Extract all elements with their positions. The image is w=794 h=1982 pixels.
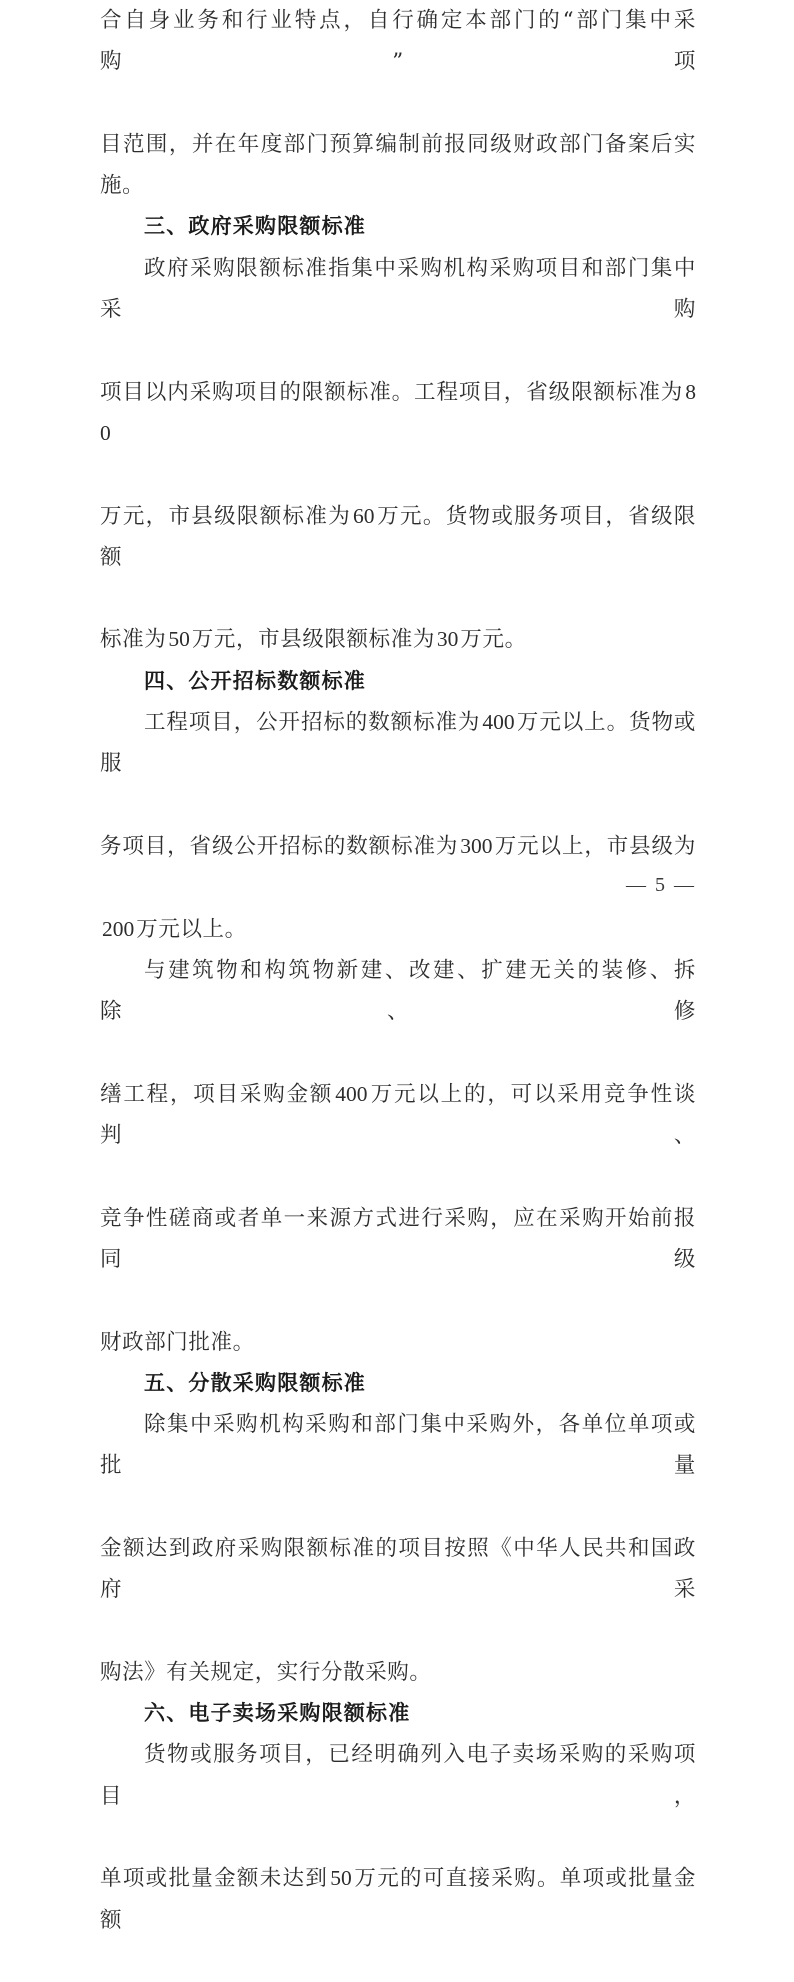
paragraph-line: 财政部门批准。 — [100, 1329, 255, 1355]
paragraph-line: 目范围，并在年度部门预算编制前报同级财政部门备案后实施。 — [100, 131, 696, 199]
amount-value: 300 — [460, 833, 493, 858]
text-run: 万元以上的，可以采用竞争性谈判、 — [100, 1081, 696, 1149]
text-run: 工程项目，公开招标的数额标准为 — [144, 710, 481, 736]
paragraph-line — [100, 1074, 696, 1198]
amount-value: 400 — [482, 710, 515, 735]
paragraph-line: 竞争性磋商或者单一来源方式进行采购，应在采购开始前报同级 — [100, 1205, 696, 1272]
paragraph-line: 与建筑物和构筑物新建、改建、扩建无关的装修、拆除、修 — [100, 957, 696, 1025]
paragraph-line: 合自身业务和行业特点，自行确定本部门的“部门集中采购”项 — [100, 8, 696, 75]
paragraph-section-5 — [100, 1404, 696, 1693]
paragraph-line — [100, 909, 696, 950]
text-run: 万元以上。 — [136, 916, 247, 942]
section-heading-4: 四、公开招标数额标准 — [144, 668, 366, 693]
text-run: 务项目，省级公开招标的数额标准为 — [100, 833, 459, 859]
paragraph-line: 金额达到政府采购限额标准的项目按照《中华人民共和国政府采 — [100, 1535, 696, 1603]
paragraph-continued — [100, 0, 696, 206]
text-run: 万元。货物或服务项目，省级限额 — [100, 503, 696, 570]
amount-value: 30 — [436, 627, 459, 652]
paragraph-section-6 — [100, 1734, 696, 1982]
text-run: 万元，市县级限额标准为 — [100, 503, 352, 529]
text-run: 万元以上，市县级为 — [494, 833, 696, 859]
text-run: 标准为 — [100, 627, 167, 653]
section-heading-5: 五、分散采购限额标准 — [144, 1370, 366, 1395]
amount-value: 80 — [100, 379, 696, 445]
paragraph-line: 货物或服务项目，已经明确列入电子卖场采购的采购项目， — [100, 1742, 696, 1809]
amount-value: 50 — [330, 1866, 352, 1891]
text-run: 项目以内采购项目的限额标准。工程项目，省级限额标准为 — [100, 379, 684, 405]
paragraph-line: 政府采购限额标准指集中采购机构采购项目和部门集中采购 — [100, 255, 696, 323]
text-run: 万元以上。货物或服 — [100, 710, 696, 777]
text-run: 万元的可直接采购。单项或批量金额 — [100, 1866, 696, 1933]
paragraph-line — [100, 496, 696, 620]
paragraph-section-4-2 — [100, 950, 696, 1363]
paragraph-section-3 — [100, 248, 696, 661]
amount-value: 200 — [102, 916, 135, 941]
paragraph-section-4-1 — [100, 702, 696, 950]
amount-value: 60 — [353, 503, 375, 528]
paragraph-line — [100, 702, 696, 826]
amount-value: 50 — [168, 627, 190, 652]
text-run: 缮工程，项目采购金额 — [100, 1081, 334, 1107]
section-heading-3: 三、政府采购限额标准 — [144, 214, 366, 239]
paragraph-line — [100, 619, 696, 660]
paragraph-line: 除集中采购机构采购和部门集中采购外，各单位单项或批量 — [100, 1412, 696, 1479]
text-run: 万元，市县级限额标准为 — [191, 627, 435, 653]
text-run: 万元。 — [460, 627, 527, 653]
text-run: 单项或批量金额未达到 — [100, 1866, 329, 1892]
page-number: — 5 — — [626, 874, 696, 896]
section-heading-6: 六、电子卖场采购限额标准 — [144, 1701, 411, 1726]
page-content — [100, 0, 696, 1982]
amount-value: 400 — [335, 1081, 368, 1106]
paragraph-line — [100, 1858, 696, 1982]
paragraph-line: 购法》有关规定，实行分散采购。 — [100, 1659, 432, 1685]
paragraph-line — [100, 372, 696, 496]
